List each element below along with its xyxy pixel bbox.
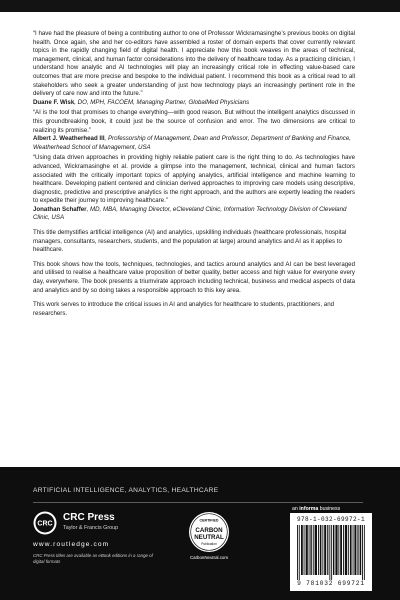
description-paragraph-1: This title demystifies artificial intelligence (AI) and analytics, upskilling individuals (healthcare professionals, hospital managers, consultants, researchers, students, and the population at large) around analytics and AI as it applies to healthcare. xyxy=(33,229,347,254)
quote-2-attribution xyxy=(33,135,355,152)
svg-text:CARBON: CARBON xyxy=(195,527,223,534)
back-cover-text-column xyxy=(33,30,355,318)
publisher-group: Taylor & Francis Group xyxy=(63,525,119,531)
cover-footer xyxy=(0,467,400,600)
svg-text:NEUTRAL: NEUTRAL xyxy=(194,534,224,541)
quote-3-attribution xyxy=(33,206,355,223)
barcode-digits: 9 781032 699721 xyxy=(297,580,365,587)
svg-text:CERTIFIED: CERTIFIED xyxy=(199,518,219,523)
carbon-neutral-badge xyxy=(184,511,234,571)
quote-2-author: Albert J. Weatherhead III xyxy=(33,135,105,143)
quote-3-credentials: , MD, MBA, Managing Director, eCleveland Clinic, Information Technology Division of Cleveland Clinic, USA xyxy=(33,205,347,222)
carbon-neutral-url: CarbonNeutral.com xyxy=(189,555,229,560)
top-dark-band xyxy=(0,0,400,12)
crc-press-logo-icon xyxy=(33,511,57,535)
subject-categories: ARTIFICIAL INTELLIGENCE, ANALYTICS, HEALTHCARE xyxy=(33,487,219,494)
svg-text:Publication: Publication xyxy=(201,542,217,546)
footer-divider xyxy=(33,502,363,503)
description-paragraph-3: This work serves to introduce the critical issues in AI and analytics for healthcare to students, practitioners, and researchers. xyxy=(33,301,335,317)
quote-2-text: “AI is the tool that promises to change everything—with good reason. But without the intelligent analytics discussed in this groundbreaking book, it could just be the source of confusion and error. The two dimensions are critical to realizing its promise.” xyxy=(33,109,355,134)
quote-1-text: “I have had the pleasure of being a contributing author to one of Professor Wickramasinghe’s previous books on digital health. Once again, she and her co-editors have assembled a roster of domain experts that cover currently relevant topics in the rapidly changing field of digital health. I appreciate how this book weaves in the areas of technical, management, clinical, and human factor considerations into the delivery of healthcare today. As a practicing clinician, I understand how analytic and AI technologies will play an increasingly critical role in effecting value-based care outcomes that are more precise and bespoke to the individual patient. I recommend this book as a critical read to all stakeholders who seek a greater understanding of just how technology plays an increasingly pertinent role in the delivery of care now and into the future.” xyxy=(33,30,355,98)
isbn-number: 978-1-032-69972-1 xyxy=(296,516,365,523)
quote-3-text: “Using data driven approaches in providing highly reliable patient care is the right thing to do. As technologies have advanced, Wickramasinghe et al. provide a glimpse into the management, technical, clinical and human factors associated with the critically important topics of applying analytics, artificial intelligence and machine learning to healthcare. Developing patient centered and clinician derived approaches to improving care models using descriptive, diagnostic, predictive and prescriptive analytics is the right approach, and the authors are expertly leading the readers to expedite their journey to improving healthcare.” xyxy=(33,154,355,205)
description-paragraph-2: This book shows how the tools, techniques, technologies, and tactics around analytics and AI can be best leveraged and utilised to realise a healthcare value proposition of better quality, better access and high value for everyone every day, everywhere. The book presents a triumvirate approach including technical, business and medical aspects of data and analytics and by so doing takes a responsible approach to this key area. xyxy=(33,260,355,294)
publisher-block xyxy=(33,511,173,566)
carbon-neutral-seal-icon xyxy=(188,511,230,553)
publisher-name: CRC Press xyxy=(63,512,115,523)
publisher-url: www.routledge.com xyxy=(33,541,110,548)
quote-1-credentials: , DO, MPH, FACOEM, Managing Partner, GlobalMed Physicians xyxy=(74,98,250,106)
informa-business-label: an informa business xyxy=(292,506,341,512)
quote-1-author: Duane F. Wisk xyxy=(33,98,75,106)
barcode-icon xyxy=(297,525,365,580)
back-cover-text-area xyxy=(0,12,400,467)
crc-logo-text: CRC xyxy=(37,520,53,528)
quote-3-author: Jonathan Schaffer xyxy=(33,205,87,213)
informa-brand: informa xyxy=(299,506,319,512)
quote-1-attribution xyxy=(33,99,355,108)
ebook-availability-note: CRC Press titles are available as eBook editions in a range of digital formats xyxy=(33,553,153,564)
isbn-barcode xyxy=(290,513,372,591)
quote-2-credentials: , Professorship of Management, Dean and Professor, Department of Banking and Finance, Weatherhead School of Management, USA xyxy=(33,135,351,151)
